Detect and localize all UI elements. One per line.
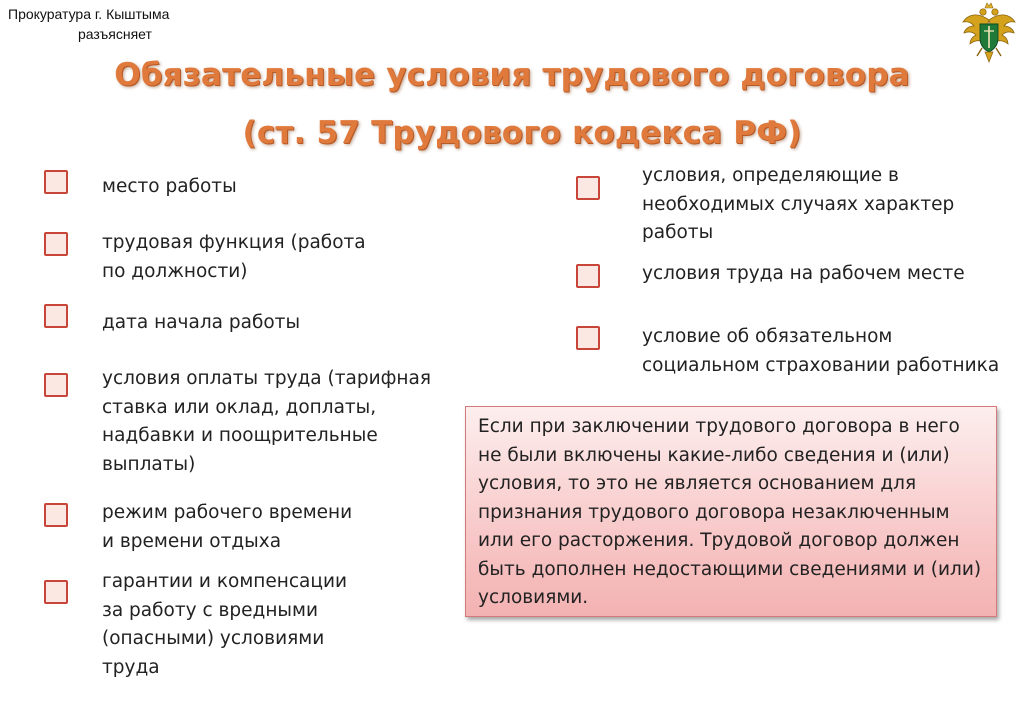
note-text: Если при заключении трудового договора в него не были включены какие-либо сведения и (или) условия, то это не является основанием для признания трудового договора незаключенным или его расторжения. Трудовой договор должен быть дополнен недостающими сведениями и (или) условиями. [478, 416, 982, 608]
list-item [576, 264, 965, 289]
organization-subtitle: разъясняет [78, 26, 152, 42]
checkbox-bullet-icon [44, 170, 68, 194]
checkbox-bullet-icon [44, 373, 68, 397]
title-line-2: (ст. 57 Трудового кодекса РФ) [242, 115, 802, 151]
checkbox-bullet-icon [44, 580, 68, 604]
list-item-text: гарантии и компенсации за работу с вредными (опасными) условиями труда [102, 571, 348, 678]
list-item-text: условия труда на рабочем месте [642, 263, 965, 284]
checkbox-bullet-icon [44, 503, 68, 527]
list-item-text: трудовая функция (работа по должности) [102, 232, 366, 282]
list-item [44, 571, 348, 682]
list-item [44, 232, 366, 286]
list-item [44, 368, 431, 479]
checkbox-bullet-icon [44, 232, 68, 256]
list-item-text: место работы [102, 176, 237, 197]
list-item-text: условие об обязательном социальном страховании работника [642, 326, 1000, 376]
checkbox-bullet-icon [576, 326, 600, 350]
list-item-text: условия, определяющие в необходимых случаях характер работы [642, 165, 955, 243]
list-item-text: режим рабочего времени и времени отдыха [102, 502, 353, 552]
checkbox-bullet-icon [576, 264, 600, 288]
list-item [576, 165, 955, 248]
title-line-1: Обязательные условия трудового договора [114, 57, 910, 93]
list-item-text: дата начала работы [102, 312, 301, 333]
list-item [576, 326, 999, 380]
checkbox-bullet-icon [44, 304, 68, 328]
organization-name: Прокуратура г. Кыштыма [8, 6, 170, 22]
checkbox-bullet-icon [576, 176, 600, 200]
organization-header [8, 4, 228, 44]
list-item [44, 503, 352, 556]
note-box [465, 406, 997, 617]
list-item [44, 304, 300, 338]
page-title [0, 46, 1024, 162]
list-item-text: условия оплаты труда (тарифная ставка или оклад, доплаты, надбавки и поощрительные выплаты) [102, 368, 431, 475]
list-item [44, 170, 237, 202]
